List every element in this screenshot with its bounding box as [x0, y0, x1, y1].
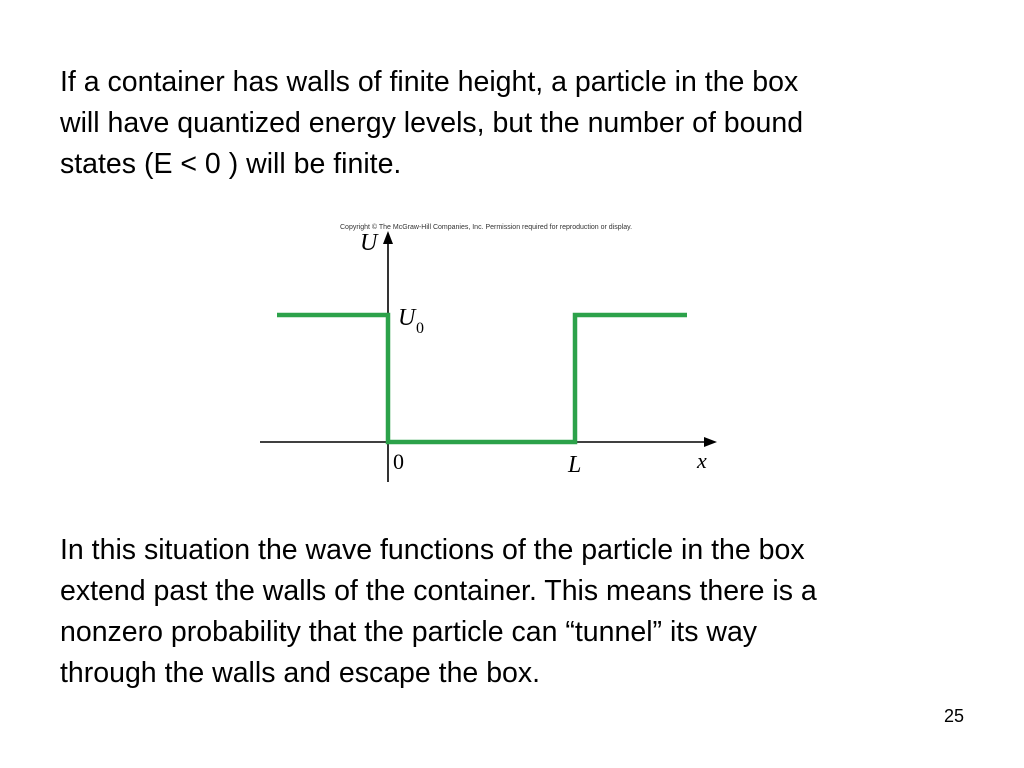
intro-line-2: will have quantized energy levels, but the number of bound — [60, 107, 804, 139]
potential-energy-curve — [277, 315, 687, 442]
tunneling-line-1: In this situation the wave functions of the particle in the box — [60, 534, 805, 566]
well-height-subscript: 0 — [416, 320, 424, 337]
x-axis-arrowhead — [704, 437, 717, 447]
y-axis-arrowhead — [383, 231, 393, 244]
page-number: 25 — [943, 706, 964, 726]
tunneling-line-3: nonzero probability that the particle can “tunnel” its way — [60, 616, 758, 648]
intro-line-3: states (E < 0 ) will be finite. — [60, 148, 402, 180]
tunneling-paragraph — [60, 530, 990, 694]
y-axis-label: U — [360, 230, 378, 256]
well-height-label: U — [398, 305, 416, 331]
tunneling-line-2: extend past the walls of the container. This means there is a — [60, 575, 817, 607]
copyright-notice: Copyright © The McGraw-Hill Companies, Inc. Permission required for reproduction or display. — [340, 224, 633, 231]
x-axis-label: x — [697, 448, 707, 473]
origin-label: 0 — [393, 449, 404, 474]
well-width-label: L — [568, 452, 582, 478]
intro-line-1: If a container has walls of finite height, a particle in the box — [60, 66, 799, 98]
tunneling-line-4: through the walls and escape the box. — [60, 657, 541, 689]
